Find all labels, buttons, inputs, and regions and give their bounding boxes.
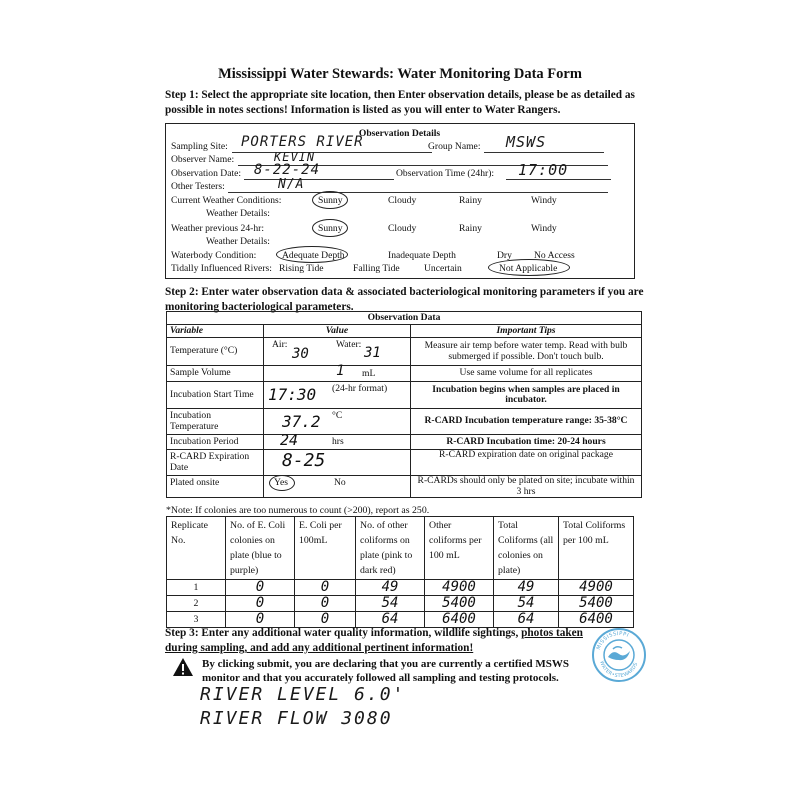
obs-row-incubation-temperature [167, 409, 642, 435]
replicate-number: 1 [167, 580, 226, 596]
header-total-per-100ml: Total Coliforms per 100 mL [559, 517, 634, 580]
header-replicate: Replicate No. [167, 517, 226, 580]
waterbody-inadequate-depth[interactable]: Inadequate Depth [388, 250, 456, 261]
total-per-100ml-value[interactable]: 6400 [559, 612, 634, 628]
current-weather-label: Current Weather Conditions: [171, 195, 282, 206]
variable-incubation-start: Incubation Start Time [167, 382, 264, 409]
obs-row-sample-volume [167, 366, 642, 382]
value-sample-volume[interactable] [264, 363, 411, 382]
replicate-number: 2 [167, 596, 226, 612]
step3-text: Step 3: Enter any additional water quality information, wildlife sightings, [165, 627, 522, 639]
date-line [244, 179, 394, 180]
step2-instructions: Step 2: Enter water observation data & associated bacteriological monitoring parameters if you are monitoring bacteriological parameters. [165, 286, 644, 313]
obs-row-incubation-period [167, 435, 642, 450]
other-per-100ml-value[interactable]: 4900 [425, 580, 494, 596]
tidal-falling[interactable]: Falling Tide [353, 263, 400, 274]
total-coliforms-value[interactable]: 54 [494, 596, 559, 612]
sampling-site-value[interactable]: PORTERS RIVER [241, 134, 364, 150]
waterbody-condition-label: Waterbody Condition: [171, 250, 257, 261]
previous-weather-label: Weather previous 24-hr: [171, 223, 264, 234]
incubation-period-unit: hrs [332, 436, 344, 447]
incubation-start-value[interactable]: 17:30 [268, 385, 317, 404]
tips-temperature: Measure air temp before water temp. Read with bulb submerged if possible. Don't touch bulb. [411, 338, 642, 366]
msws-logo [591, 627, 647, 683]
group-name-value[interactable]: MSWS [506, 133, 547, 151]
observation-details-box [165, 123, 635, 279]
observation-time-value[interactable]: 17:00 [518, 161, 569, 179]
variable-incubation-period: Incubation Period [167, 435, 264, 450]
col-variable: Variable [167, 325, 264, 338]
previous-weather-details-label: Weather Details: [206, 236, 270, 247]
incubation-temp-value[interactable]: 37.2 [282, 412, 321, 431]
plated-yes[interactable]: Yes [274, 477, 288, 488]
variable-sample-volume: Sample Volume [167, 366, 264, 382]
tips-incubation-start: Incubation begins when samples are placed in incubator. [411, 382, 642, 409]
sampling-site-line [232, 152, 432, 153]
other-coliforms-value[interactable]: 49 [356, 580, 425, 596]
ecoli-per-100ml-value[interactable]: 0 [295, 596, 356, 612]
waterbody-selection-circle [276, 246, 348, 263]
warning-icon [172, 657, 194, 677]
ecoli-per-100ml-value[interactable]: 0 [295, 580, 356, 596]
table-row [167, 580, 634, 596]
header-ecoli-colonies: No. of E. Coli colonies on plate (blue to purple) [226, 517, 295, 580]
tips-expiration: R-CARD expiration date on original package [411, 450, 642, 476]
incubation-temp-unit: °C [332, 410, 343, 421]
tips-incubation-temperature: R-CARD Incubation temperature range: 35-38°C [411, 409, 642, 435]
total-per-100ml-value[interactable]: 4900 [559, 580, 634, 596]
note-river-level[interactable]: RIVER LEVEL 6.0' [200, 684, 406, 705]
tips-plated-onsite: R-CARDs should only be plated on site; incubate within 3 hrs [411, 476, 642, 498]
colonies-note: *Note: If colonies are too numerous to count (>200), report as 250. [166, 505, 430, 516]
step1-instructions: Step 1: Select the appropriate site location, then Enter observation details, please be as detailed as possible in notes sections! Information is listed as you will enter to Water Rangers. [165, 89, 635, 116]
obs-row-temperature [167, 338, 642, 366]
tips-sample-volume: Use same volume for all replicates [411, 366, 642, 382]
incubation-period-value[interactable]: 24 [280, 431, 299, 449]
previous-weather-sunny[interactable]: Sunny [318, 223, 343, 234]
tidal-selection-circle [488, 259, 570, 276]
water-value[interactable]: 31 [364, 345, 381, 361]
other-per-100ml-value[interactable]: 5400 [425, 596, 494, 612]
header-ecoli-per-100ml: E. Coli per 100mL [295, 517, 356, 580]
incubation-start-unit: (24-hr format) [332, 383, 388, 394]
sample-volume-value[interactable]: 1 [336, 363, 345, 379]
col-important-tips: Important Tips [411, 325, 642, 338]
plated-yes-circle [269, 475, 295, 491]
time-line [506, 179, 611, 180]
value-plated-onsite[interactable] [264, 476, 411, 498]
group-name-label: Group Name: [428, 141, 481, 152]
tips-incubation-period: R-CARD Incubation time: 20-24 hours [411, 435, 642, 450]
air-value[interactable]: 30 [292, 346, 309, 362]
air-label: Air: [272, 339, 288, 350]
step3-underlined: photos taken during sampling, and add any additional pertinent information! [165, 627, 583, 654]
svg-text:MISSISSIPPI: MISSISSIPPI [595, 630, 630, 651]
current-weather-selection-circle [312, 191, 348, 209]
plated-no[interactable]: No [334, 477, 346, 488]
observer-name-label: Observer Name: [171, 154, 235, 165]
waterbody-adequate-depth[interactable]: Adequate Depth [282, 250, 345, 261]
observation-date-label: Observation Date: [171, 168, 242, 179]
ecoli-colonies-value[interactable]: 0 [226, 580, 295, 596]
variable-temperature: Temperature (°C) [167, 338, 264, 366]
value-expiration[interactable] [264, 450, 411, 476]
value-incubation-start[interactable] [264, 382, 411, 409]
tidal-rising[interactable]: Rising Tide [279, 263, 324, 274]
total-coliforms-value[interactable]: 49 [494, 580, 559, 596]
expiration-value[interactable]: 8-25 [282, 450, 326, 471]
col-value: Value [264, 325, 411, 338]
variable-plated-onsite: Plated onsite [167, 476, 264, 498]
other-coliforms-value[interactable]: 64 [356, 612, 425, 628]
sampling-site-label: Sampling Site: [171, 141, 228, 152]
previous-weather-cloudy[interactable]: Cloudy [388, 223, 417, 234]
tidal-not-applicable[interactable]: Not Applicable [499, 263, 558, 274]
ecoli-colonies-value[interactable]: 0 [226, 612, 295, 628]
previous-weather-windy[interactable]: Windy [531, 223, 557, 234]
current-weather-sunny[interactable]: Sunny [318, 195, 343, 206]
variable-expiration: R-CARD Expiration Date [167, 450, 264, 476]
current-weather-cloudy[interactable]: Cloudy [388, 195, 417, 206]
total-coliforms-value[interactable]: 64 [494, 612, 559, 628]
waterbody-no-access[interactable]: No Access [534, 250, 575, 261]
form-title: Mississippi Water Stewards: Water Monitoring Data Form [218, 66, 582, 82]
tidal-label: Tidally Influenced Rivers: [171, 263, 272, 274]
obs-row-incubation-start [167, 382, 642, 409]
current-weather-windy[interactable]: Windy [531, 195, 557, 206]
other-per-100ml-value[interactable]: 6400 [425, 612, 494, 628]
replicate-number: 3 [167, 612, 226, 628]
observer-name-value[interactable]: KEVIN [274, 150, 316, 164]
other-testers-label: Other Testers: [171, 181, 225, 192]
observation-details-heading: Observation Details [358, 128, 441, 139]
table-row [167, 596, 634, 612]
value-incubation-period[interactable] [264, 431, 411, 450]
observation-data-heading: Observation Data [167, 312, 642, 325]
total-per-100ml-value[interactable]: 5400 [559, 596, 634, 612]
current-weather-details-label: Weather Details: [206, 208, 270, 219]
variable-incubation-temperature: Incubation Temperature [167, 409, 264, 435]
ecoli-per-100ml-value[interactable]: 0 [295, 612, 356, 628]
header-other-coliforms: No. of other coliforms on plate (pink to dark red) [356, 517, 425, 580]
testers-line [228, 192, 608, 193]
current-weather-rainy[interactable]: Rainy [459, 195, 482, 206]
observation-date-value[interactable]: 8-22-24 [254, 162, 321, 178]
ecoli-colonies-value[interactable]: 0 [226, 596, 295, 612]
tidal-uncertain[interactable]: Uncertain [424, 263, 462, 274]
previous-weather-rainy[interactable]: Rainy [459, 223, 482, 234]
step3-instructions [165, 626, 585, 656]
other-testers-value[interactable]: N/A [278, 177, 305, 192]
other-coliforms-value[interactable]: 54 [356, 596, 425, 612]
obs-row-plated-onsite [167, 476, 642, 498]
certification-warning: By clicking submit, you are declaring that you are currently a certified MSWS monitor and that you accurately followed all sampling and testing protocols. [202, 658, 569, 684]
header-other-per-100ml: Other coliforms per 100 mL [425, 517, 494, 580]
water-label: Water: [336, 339, 362, 350]
group-name-line [484, 152, 604, 153]
observation-time-label: Observation Time (24hr): [396, 168, 495, 179]
waterbody-dry[interactable]: Dry [497, 250, 512, 261]
value-temperature[interactable] [264, 338, 411, 366]
previous-weather-selection-circle [312, 219, 348, 237]
svg-text:WATER•STEWARDS: WATER•STEWARDS [598, 660, 640, 680]
sample-volume-unit: mL [362, 368, 376, 379]
note-river-flow[interactable]: RIVER FLOW 3080 [200, 708, 393, 729]
bacteria-results-table [166, 516, 634, 628]
observation-data-table [166, 311, 642, 498]
header-total-coliforms: Total Coliforms (all colonies on plate) [494, 517, 559, 580]
obs-row-expiration [167, 450, 642, 476]
